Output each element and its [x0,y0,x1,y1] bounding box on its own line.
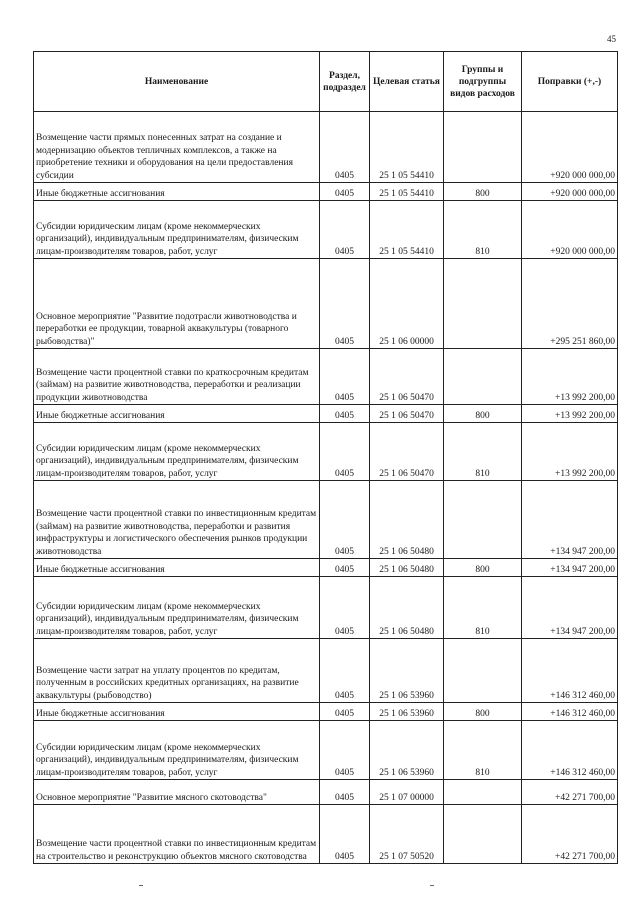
row-amount: +920 000 000,00 [522,183,618,201]
row-name: Иные бюджетные ассигнования [34,183,320,201]
table-row [34,112,618,183]
row-target: 25 1 06 53960 [370,721,444,780]
table-row [34,201,618,259]
row-amount: +920 000 000,00 [522,112,618,183]
row-target: 25 1 07 00000 [370,780,444,805]
row-name: Иные бюджетные ассигнования [34,405,320,423]
row-target: 25 1 06 50470 [370,405,444,423]
row-section: 0405 [320,183,370,201]
table-body [34,112,618,864]
budget-table [33,51,618,864]
row-section: 0405 [320,259,370,349]
row-section: 0405 [320,405,370,423]
row-group [444,112,522,183]
header-name: Наименование [34,52,320,112]
row-name: Возмещение части затрат на уплату процентов по кредитам, полученным в российских кредитных организациях, на развитие аквакультуры (рыбоводство) [34,639,320,703]
row-section: 0405 [320,703,370,721]
header-row [34,52,618,112]
row-section: 0405 [320,112,370,183]
row-name: Возмещение части процентной ставки по инвестиционным кредитам (займам) на развитие животноводства, переработки и развития инфраструктуры и логистического обеспечения рынков продукции животноводства [34,481,320,559]
row-target: 25 1 05 54410 [370,112,444,183]
scan-mark [139,885,143,886]
row-group [444,639,522,703]
table-row [34,559,618,577]
header-target: Целевая статья [370,52,444,112]
row-name: Основное мероприятие "Развитие подотрасли животноводства и переработки ее продукции, товарной аквакультуры (товарного рыбоводства)" [34,259,320,349]
row-amount: +13 992 200,00 [522,349,618,405]
row-target: 25 1 06 53960 [370,639,444,703]
row-group [444,481,522,559]
table-row [34,703,618,721]
row-target: 25 1 06 50470 [370,349,444,405]
row-section: 0405 [320,805,370,864]
row-amount: +42 271 700,00 [522,805,618,864]
row-amount: +134 947 200,00 [522,481,618,559]
row-amount: +146 312 460,00 [522,639,618,703]
row-name: Субсидии юридическим лицам (кроме некоммерческих организаций), индивидуальным предпринимателям, физическим лицам-производителям товаров, работ, услуг [34,577,320,639]
header-groups: Группы и подгруппы видов расходов [444,52,522,112]
row-section: 0405 [320,639,370,703]
row-group: 800 [444,405,522,423]
row-section: 0405 [320,721,370,780]
table-row [34,349,618,405]
row-name: Возмещение части процентной ставки по инвестиционным кредитам на строительство и реконструкцию объектов мясного скотоводства [34,805,320,864]
table-row [34,259,618,349]
table-row [34,481,618,559]
row-name: Иные бюджетные ассигнования [34,703,320,721]
row-amount: +295 251 860,00 [522,259,618,349]
table-row [34,405,618,423]
row-amount: +146 312 460,00 [522,703,618,721]
row-target: 25 1 07 50520 [370,805,444,864]
row-name: Основное мероприятие "Развитие мясного скотоводства" [34,780,320,805]
row-name: Возмещение части процентной ставки по краткосрочным кредитам (займам) на развитие животноводства, переработки и реализации продукции животноводства [34,349,320,405]
row-group: 800 [444,559,522,577]
scan-marks [0,885,640,895]
row-section: 0405 [320,349,370,405]
row-amount: +42 271 700,00 [522,780,618,805]
row-amount: +13 992 200,00 [522,405,618,423]
table-row [34,577,618,639]
table-row [34,639,618,703]
row-name: Субсидии юридическим лицам (кроме некоммерческих организаций), индивидуальным предпринимателям, физическим лицам-производителям товаров, работ, услуг [34,721,320,780]
row-group [444,259,522,349]
row-target: 25 1 06 53960 [370,703,444,721]
row-name: Иные бюджетные ассигнования [34,559,320,577]
row-group [444,805,522,864]
row-group [444,349,522,405]
row-amount: +146 312 460,00 [522,721,618,780]
table-row [34,423,618,481]
scan-mark [430,885,434,886]
table-row [34,721,618,780]
header-amendments: Поправки (+,-) [522,52,618,112]
row-name: Субсидии юридическим лицам (кроме некоммерческих организаций), индивидуальным предпринимателям, физическим лицам-производителям товаров, работ, услуг [34,423,320,481]
row-section: 0405 [320,577,370,639]
row-section: 0405 [320,423,370,481]
row-amount: +920 000 000,00 [522,201,618,259]
row-section: 0405 [320,481,370,559]
row-target: 25 1 05 54410 [370,183,444,201]
row-target: 25 1 06 00000 [370,259,444,349]
table-row [34,805,618,864]
row-group: 810 [444,577,522,639]
row-amount: +134 947 200,00 [522,577,618,639]
row-name: Возмещение части прямых понесенных затрат на создание и модернизацию объектов тепличных комплексов, а также на приобретение техники и оборудования на цели предоставления субсидии [34,112,320,183]
row-section: 0405 [320,780,370,805]
row-target: 25 1 06 50480 [370,559,444,577]
row-section: 0405 [320,559,370,577]
row-group [444,780,522,805]
row-group: 810 [444,201,522,259]
row-group: 810 [444,721,522,780]
row-amount: +13 992 200,00 [522,423,618,481]
page-number: 45 [607,34,616,44]
row-name: Субсидии юридическим лицам (кроме некоммерческих организаций), индивидуальным предпринимателям, физическим лицам-производителям товаров, работ, услуг [34,201,320,259]
row-section: 0405 [320,201,370,259]
row-target: 25 1 06 50470 [370,423,444,481]
row-group: 800 [444,183,522,201]
header-section: Раздел, подраздел [320,52,370,112]
table-row [34,183,618,201]
row-group: 810 [444,423,522,481]
row-group: 800 [444,703,522,721]
row-amount: +134 947 200,00 [522,559,618,577]
row-target: 25 1 06 50480 [370,577,444,639]
row-target: 25 1 05 54410 [370,201,444,259]
table-row [34,780,618,805]
row-target: 25 1 06 50480 [370,481,444,559]
